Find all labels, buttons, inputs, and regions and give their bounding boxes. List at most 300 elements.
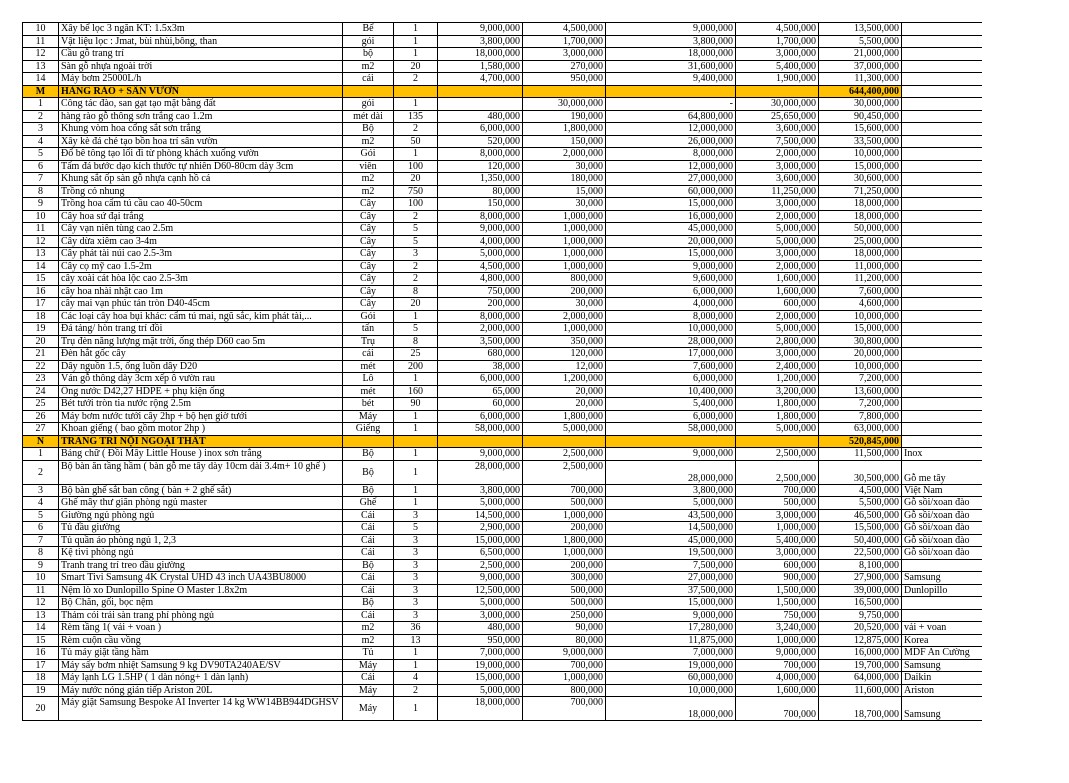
- cell-item-name: Ống nước D42,27 HDPE + phụ kiện ống: [59, 385, 343, 398]
- cell-row-number: 1: [23, 98, 59, 111]
- cell-labor-unit-price: 1,700,000: [523, 35, 606, 48]
- cell-material-unit-price: 15,000,000: [438, 672, 523, 685]
- table-row: [23, 559, 982, 572]
- cell-material-unit-price: 6,000,000: [438, 410, 523, 423]
- cell-labor-amount: 1,000,000: [736, 522, 819, 535]
- cell-labor-amount: 5,400,000: [736, 60, 819, 73]
- cell-note: Gỗ sồi/xoan đào: [902, 547, 982, 560]
- cell-row-number: 18: [23, 672, 59, 685]
- cell-material-amount: 60,000,000: [606, 672, 736, 685]
- cell-item-name: Thảm cói trải sàn trang phí phòng ngủ: [59, 609, 343, 622]
- cell-labor-unit-price: 190,000: [523, 110, 606, 123]
- cell-total-amount: 71,250,000: [819, 185, 902, 198]
- table-row: [23, 285, 982, 298]
- cell-labor-amount: 1,900,000: [736, 73, 819, 86]
- cell-row-number: 11: [23, 584, 59, 597]
- table-row: [23, 373, 982, 386]
- cell-row-number: 6: [23, 522, 59, 535]
- cell-total-amount: 50,000,000: [819, 223, 902, 236]
- section-empty-cell: [523, 85, 606, 98]
- cell-labor-unit-price: 1,000,000: [523, 260, 606, 273]
- cell-unit: Cây: [343, 210, 394, 223]
- section-empty-cell: [902, 85, 982, 98]
- section-total: 520,845,000: [819, 435, 902, 448]
- cell-quantity: 5: [394, 323, 438, 336]
- cell-labor-unit-price: 350,000: [523, 335, 606, 348]
- cell-row-number: 25: [23, 398, 59, 411]
- cell-material-amount: 3,800,000: [606, 35, 736, 48]
- table-row: [23, 248, 982, 261]
- cell-quantity: 2: [394, 273, 438, 286]
- cell-total-amount: 4,500,000: [819, 484, 902, 497]
- cell-row-number: 15: [23, 634, 59, 647]
- cell-material-unit-price: 750,000: [438, 285, 523, 298]
- cell-total-amount: 15,600,000: [819, 123, 902, 136]
- cell-unit: Cái: [343, 584, 394, 597]
- cell-quantity: 3: [394, 534, 438, 547]
- cell-item-name: Rèm cuộn cầu vồng: [59, 634, 343, 647]
- section-empty-cell: [902, 435, 982, 448]
- cell-material-unit-price: 120,000: [438, 160, 523, 173]
- cell-item-name: Trồng cỏ nhung: [59, 185, 343, 198]
- cell-material-amount: 12,000,000: [606, 160, 736, 173]
- cell-material-amount: 20,000,000: [606, 235, 736, 248]
- cell-material-amount: 6,000,000: [606, 410, 736, 423]
- cell-quantity: 25: [394, 348, 438, 361]
- cell-note: [902, 48, 982, 61]
- cell-labor-amount: 3,200,000: [736, 385, 819, 398]
- cell-unit: Cái: [343, 509, 394, 522]
- cell-unit: Trụ: [343, 335, 394, 348]
- cell-labor-unit-price: 1,000,000: [523, 223, 606, 236]
- cell-labor-unit-price: 300,000: [523, 572, 606, 585]
- table-row: [23, 148, 982, 161]
- cell-total-amount: 30,800,000: [819, 335, 902, 348]
- cell-quantity: 1: [394, 448, 438, 461]
- cell-item-name: Tủ máy giặt tầng hầm: [59, 647, 343, 660]
- cell-note: [902, 210, 982, 223]
- cell-labor-amount: 25,650,000: [736, 110, 819, 123]
- cell-unit: Máy: [343, 410, 394, 423]
- table-row: [23, 672, 982, 685]
- cell-material-unit-price: 9,000,000: [438, 448, 523, 461]
- cell-row-number: 15: [23, 273, 59, 286]
- cell-labor-amount: 600,000: [736, 559, 819, 572]
- cell-labor-amount: 9,000,000: [736, 647, 819, 660]
- cell-item-name: Đá tảng/ hòn trang trí đồi: [59, 323, 343, 336]
- cell-labor-amount: 1,800,000: [736, 398, 819, 411]
- cell-note: vải + voan: [902, 622, 982, 635]
- cell-labor-unit-price: 180,000: [523, 173, 606, 186]
- cell-material-amount: 12,000,000: [606, 123, 736, 136]
- cell-quantity: 2: [394, 123, 438, 136]
- cell-note: Gỗ sồi/xoan đào: [902, 497, 982, 510]
- cell-labor-unit-price: 250,000: [523, 609, 606, 622]
- cell-material-amount: 43,500,000: [606, 509, 736, 522]
- cell-unit: Bể: [343, 23, 394, 36]
- cell-note: [902, 160, 982, 173]
- cell-total-amount: 16,500,000: [819, 597, 902, 610]
- cell-material-unit-price: 5,000,000: [438, 497, 523, 510]
- cell-material-amount: 10,400,000: [606, 385, 736, 398]
- cell-total-amount: 13,600,000: [819, 385, 902, 398]
- section-empty-cell: [606, 435, 736, 448]
- table-row: [23, 448, 982, 461]
- cell-unit: gói: [343, 35, 394, 48]
- cell-note: Gỗ sồi/xoan đào: [902, 522, 982, 535]
- cell-item-name: Tủ quần áo phòng ngủ 1, 2,3: [59, 534, 343, 547]
- cell-item-name: Smart Tivi Samsung 4K Crystal UHD 43 inch UA43BU8000: [59, 572, 343, 585]
- cell-note: Samsung: [902, 697, 982, 721]
- cell-labor-amount: 1,600,000: [736, 684, 819, 697]
- table-row: [23, 123, 982, 136]
- cell-note: [902, 335, 982, 348]
- section-empty-cell: [343, 85, 394, 98]
- cell-quantity: 3: [394, 609, 438, 622]
- cell-row-number: 22: [23, 360, 59, 373]
- cell-row-number: 12: [23, 235, 59, 248]
- cell-quantity: 50: [394, 135, 438, 148]
- cell-labor-unit-price: 500,000: [523, 597, 606, 610]
- cell-quantity: 1: [394, 697, 438, 721]
- cell-labor-unit-price: 2,000,000: [523, 310, 606, 323]
- cell-item-name: Bảng chữ ( Đồi Mây Little House ) inox sơn trắng: [59, 448, 343, 461]
- cell-total-amount: 22,500,000: [819, 547, 902, 560]
- cell-labor-unit-price: 30,000: [523, 160, 606, 173]
- cell-material-unit-price: 2,900,000: [438, 522, 523, 535]
- cell-labor-amount: 3,600,000: [736, 173, 819, 186]
- cell-row-number: 19: [23, 684, 59, 697]
- table-row: [23, 622, 982, 635]
- cell-total-amount: 27,900,000: [819, 572, 902, 585]
- cell-row-number: 26: [23, 410, 59, 423]
- cell-item-name: Tủ đầu giường: [59, 522, 343, 535]
- cell-material-amount: 58,000,000: [606, 423, 736, 436]
- cell-unit: Cái: [343, 522, 394, 535]
- table-row: [23, 398, 982, 411]
- cell-material-unit-price: 150,000: [438, 198, 523, 211]
- cell-material-unit-price: 6,500,000: [438, 547, 523, 560]
- cell-material-unit-price: 5,000,000: [438, 684, 523, 697]
- table-row: [23, 35, 982, 48]
- cell-unit: Cái: [343, 547, 394, 560]
- cell-item-name: Máy nước nóng gián tiếp Ariston 20L: [59, 684, 343, 697]
- cell-labor-amount: 4,000,000: [736, 672, 819, 685]
- cell-note: Samsung: [902, 659, 982, 672]
- table-row: [23, 73, 982, 86]
- cell-item-name: cây hoa nhài nhật cao 1m: [59, 285, 343, 298]
- cell-note: [902, 60, 982, 73]
- cell-material-unit-price: 9,000,000: [438, 23, 523, 36]
- cell-material-amount: 6,000,000: [606, 285, 736, 298]
- cell-material-amount: 45,000,000: [606, 223, 736, 236]
- cell-item-name: hàng rào gỗ thông sơn trắng cao 1.2m: [59, 110, 343, 123]
- cell-labor-amount: 1,700,000: [736, 35, 819, 48]
- cell-material-amount: 27,000,000: [606, 572, 736, 585]
- cell-note: Gỗ me tây: [902, 460, 982, 484]
- cell-unit: mét: [343, 360, 394, 373]
- cell-row-number: 18: [23, 310, 59, 323]
- cell-quantity: 13: [394, 634, 438, 647]
- cell-material-amount: 17,000,000: [606, 348, 736, 361]
- cell-total-amount: 10,000,000: [819, 310, 902, 323]
- cell-item-name: Nệm lò xo Dunlopillo Spine O Master 1.8x2m: [59, 584, 343, 597]
- cell-labor-amount: 1,500,000: [736, 584, 819, 597]
- cell-labor-unit-price: 500,000: [523, 584, 606, 597]
- cell-labor-amount: 5,000,000: [736, 423, 819, 436]
- cell-labor-unit-price: 1,000,000: [523, 235, 606, 248]
- cell-row-number: 10: [23, 210, 59, 223]
- cell-labor-amount: 900,000: [736, 572, 819, 585]
- cell-note: [902, 110, 982, 123]
- cell-labor-unit-price: 20,000: [523, 398, 606, 411]
- table-row: [23, 173, 982, 186]
- cell-total-amount: 18,000,000: [819, 198, 902, 211]
- cell-unit: Cây: [343, 198, 394, 211]
- cell-labor-unit-price: 200,000: [523, 559, 606, 572]
- cell-unit: Gói: [343, 310, 394, 323]
- cell-material-amount: 9,000,000: [606, 260, 736, 273]
- cell-note: [902, 35, 982, 48]
- cell-unit: viên: [343, 160, 394, 173]
- cell-labor-amount: 2,500,000: [736, 448, 819, 461]
- table-row: [23, 509, 982, 522]
- cell-item-name: Sàn gỗ nhựa ngoài trời: [59, 60, 343, 73]
- cell-unit: Máy: [343, 684, 394, 697]
- cell-row-number: 13: [23, 609, 59, 622]
- cell-unit: Bộ: [343, 123, 394, 136]
- cell-note: [902, 185, 982, 198]
- cell-item-name: Dây nguồn 1.5, ống luồn dây D20: [59, 360, 343, 373]
- cell-note: [902, 385, 982, 398]
- cell-item-name: Ván gỗ thông dày 3cm xếp ô vườn rau: [59, 373, 343, 386]
- cell-labor-unit-price: 500,000: [523, 497, 606, 510]
- cell-total-amount: 7,200,000: [819, 373, 902, 386]
- cell-material-unit-price: 6,000,000: [438, 123, 523, 136]
- cell-labor-unit-price: 1,200,000: [523, 373, 606, 386]
- cell-material-unit-price: 28,000,000: [438, 460, 523, 484]
- cell-item-name: Giường ngủ phòng ngủ: [59, 509, 343, 522]
- table-row: [23, 335, 982, 348]
- cell-note: Inox: [902, 448, 982, 461]
- cell-row-number: 3: [23, 484, 59, 497]
- cell-row-number: 9: [23, 559, 59, 572]
- cell-total-amount: 7,200,000: [819, 398, 902, 411]
- cell-item-name: Cầu gỗ trang trí: [59, 48, 343, 61]
- cell-unit: Bộ: [343, 484, 394, 497]
- cell-labor-unit-price: 30,000: [523, 198, 606, 211]
- cell-labor-unit-price: 1,800,000: [523, 123, 606, 136]
- cell-note: MDF An Cường: [902, 647, 982, 660]
- cell-note: [902, 260, 982, 273]
- cell-row-number: 5: [23, 148, 59, 161]
- cell-note: [902, 123, 982, 136]
- cell-unit: tấn: [343, 323, 394, 336]
- cell-material-amount: -: [606, 98, 736, 111]
- cell-total-amount: 7,600,000: [819, 285, 902, 298]
- cell-quantity: 5: [394, 522, 438, 535]
- cell-quantity: 20: [394, 60, 438, 73]
- cell-material-amount: 8,000,000: [606, 148, 736, 161]
- cell-material-unit-price: 18,000,000: [438, 48, 523, 61]
- cell-note: [902, 323, 982, 336]
- cell-unit: Cây: [343, 223, 394, 236]
- cell-note: [902, 597, 982, 610]
- cell-labor-amount: 2,000,000: [736, 310, 819, 323]
- cell-row-number: 13: [23, 60, 59, 73]
- cell-unit: Cây: [343, 285, 394, 298]
- cell-total-amount: 63,000,000: [819, 423, 902, 436]
- cell-note: [902, 248, 982, 261]
- cell-quantity: 1: [394, 647, 438, 660]
- cell-material-amount: 37,500,000: [606, 584, 736, 597]
- cell-item-name: Kệ tivi phòng ngủ: [59, 547, 343, 560]
- cell-quantity: 1: [394, 98, 438, 111]
- table-row: [23, 423, 982, 436]
- table-row: [23, 547, 982, 560]
- cell-labor-amount: 2,000,000: [736, 210, 819, 223]
- table-row: [23, 647, 982, 660]
- cell-item-name: Đổ bê tông tạo lối đi từ phòng khách xuống vườn: [59, 148, 343, 161]
- cell-item-name: cây xoài cát hòa lộc cao 2.5-3m: [59, 273, 343, 286]
- cell-note: Korea: [902, 634, 982, 647]
- cell-total-amount: 16,000,000: [819, 647, 902, 660]
- cell-quantity: 3: [394, 248, 438, 261]
- cell-row-number: 2: [23, 110, 59, 123]
- cell-item-name: Tranh trang trí treo đầu giường: [59, 559, 343, 572]
- cell-unit: cái: [343, 348, 394, 361]
- cell-total-amount: 15,000,000: [819, 323, 902, 336]
- cell-note: [902, 310, 982, 323]
- cell-total-amount: 20,000,000: [819, 348, 902, 361]
- cell-item-name: Khoan giếng ( bao gồm motor 2hp ): [59, 423, 343, 436]
- cell-row-number: 19: [23, 323, 59, 336]
- cell-quantity: 1: [394, 35, 438, 48]
- cell-total-amount: 11,000,000: [819, 260, 902, 273]
- cell-material-unit-price: 520,000: [438, 135, 523, 148]
- cell-labor-amount: 700,000: [736, 659, 819, 672]
- cell-material-amount: 9,000,000: [606, 448, 736, 461]
- cell-labor-amount: 700,000: [736, 697, 819, 721]
- cell-material-unit-price: 7,000,000: [438, 647, 523, 660]
- cell-unit: Cây: [343, 260, 394, 273]
- cell-total-amount: 30,600,000: [819, 173, 902, 186]
- cell-row-number: 13: [23, 248, 59, 261]
- cell-labor-amount: 3,000,000: [736, 348, 819, 361]
- cell-material-unit-price: 950,000: [438, 634, 523, 647]
- cell-row-number: 17: [23, 298, 59, 311]
- table-row: [23, 23, 982, 36]
- cell-material-amount: 18,000,000: [606, 48, 736, 61]
- cell-quantity: 3: [394, 572, 438, 585]
- cell-material-unit-price: 200,000: [438, 298, 523, 311]
- cell-note: Samsung: [902, 572, 982, 585]
- cell-note: [902, 609, 982, 622]
- cell-labor-amount: 750,000: [736, 609, 819, 622]
- cell-unit: Giếng: [343, 423, 394, 436]
- cell-quantity: 3: [394, 559, 438, 572]
- cell-row-number: 6: [23, 160, 59, 173]
- cell-labor-amount: 3,000,000: [736, 198, 819, 211]
- table-row: [23, 98, 982, 111]
- cell-labor-amount: 11,250,000: [736, 185, 819, 198]
- cell-material-unit-price: 14,500,000: [438, 509, 523, 522]
- cell-unit: m2: [343, 173, 394, 186]
- cell-note: [902, 148, 982, 161]
- cell-material-amount: 14,500,000: [606, 522, 736, 535]
- cell-unit: gói: [343, 98, 394, 111]
- cell-labor-unit-price: 30,000,000: [523, 98, 606, 111]
- cell-labor-unit-price: 30,000: [523, 298, 606, 311]
- cell-labor-amount: 1,600,000: [736, 285, 819, 298]
- table-row: [23, 198, 982, 211]
- cell-note: Dunlopillo: [902, 584, 982, 597]
- table-row: [23, 360, 982, 373]
- section-empty-cell: [343, 435, 394, 448]
- cell-labor-unit-price: 700,000: [523, 484, 606, 497]
- table-row: [23, 310, 982, 323]
- cell-unit: m2: [343, 185, 394, 198]
- cell-labor-unit-price: 1,000,000: [523, 509, 606, 522]
- cell-labor-amount: 600,000: [736, 298, 819, 311]
- cell-total-amount: 30,500,000: [819, 460, 902, 484]
- cell-quantity: 1: [394, 659, 438, 672]
- cell-item-name: Cây hoa sứ đại trắng: [59, 210, 343, 223]
- cell-row-number: 10: [23, 572, 59, 585]
- cell-row-number: 14: [23, 260, 59, 273]
- cell-row-number: 20: [23, 697, 59, 721]
- cell-labor-unit-price: 800,000: [523, 684, 606, 697]
- cell-row-number: 8: [23, 547, 59, 560]
- cell-quantity: 1: [394, 497, 438, 510]
- table-row: [23, 410, 982, 423]
- cell-material-unit-price: 9,000,000: [438, 572, 523, 585]
- cell-material-amount: 17,280,000: [606, 622, 736, 635]
- cell-item-name: Cây phát tài núi cao 2.5-3m: [59, 248, 343, 261]
- cell-total-amount: 13,500,000: [819, 23, 902, 36]
- cell-labor-unit-price: 700,000: [523, 697, 606, 721]
- cell-material-unit-price: 3,500,000: [438, 335, 523, 348]
- cell-row-number: 10: [23, 23, 59, 36]
- cell-item-name: Cây vạn niên tùng cao 2.5m: [59, 223, 343, 236]
- table-row: [23, 60, 982, 73]
- cell-material-unit-price: 480,000: [438, 622, 523, 635]
- cell-quantity: 20: [394, 298, 438, 311]
- table-row: [23, 584, 982, 597]
- cell-material-unit-price: 5,000,000: [438, 248, 523, 261]
- cell-material-unit-price: 4,000,000: [438, 235, 523, 248]
- cell-total-amount: 46,500,000: [819, 509, 902, 522]
- cell-material-unit-price: 9,000,000: [438, 223, 523, 236]
- cell-material-amount: 28,000,000: [606, 335, 736, 348]
- cell-unit: bét: [343, 398, 394, 411]
- cell-labor-amount: 2,000,000: [736, 148, 819, 161]
- cell-material-amount: 11,875,000: [606, 634, 736, 647]
- cell-material-amount: 8,000,000: [606, 310, 736, 323]
- cell-material-unit-price: 6,000,000: [438, 373, 523, 386]
- table-row: [23, 210, 982, 223]
- cell-labor-amount: 3,000,000: [736, 547, 819, 560]
- cell-labor-amount: 4,500,000: [736, 23, 819, 36]
- cell-material-unit-price: 4,500,000: [438, 260, 523, 273]
- cell-material-amount: 10,000,000: [606, 684, 736, 697]
- cell-labor-amount: 700,000: [736, 484, 819, 497]
- table-row: [23, 185, 982, 198]
- cell-labor-unit-price: 2,000,000: [523, 148, 606, 161]
- cell-material-amount: 15,000,000: [606, 597, 736, 610]
- section-header-row: [23, 85, 982, 98]
- cell-row-number: 16: [23, 285, 59, 298]
